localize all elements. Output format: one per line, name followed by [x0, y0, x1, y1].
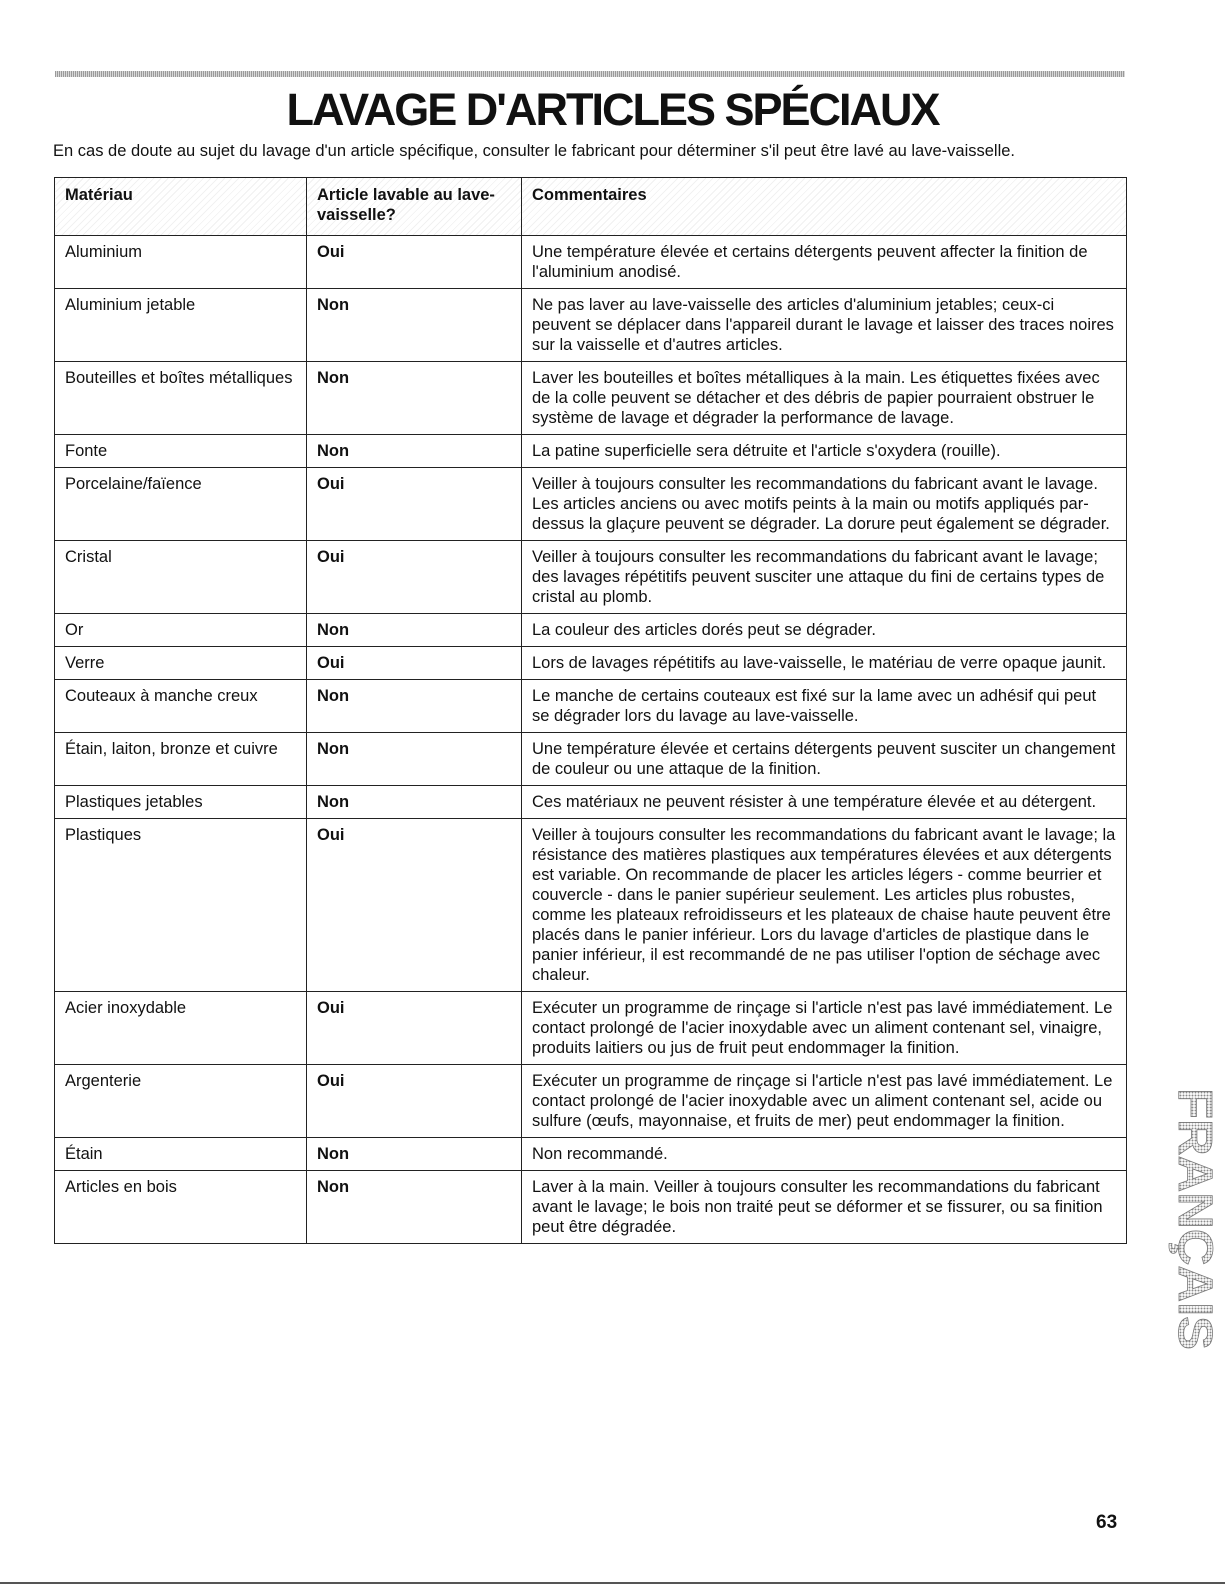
table-header-row [55, 178, 1127, 236]
comment-cell: Le manche de certains couteaux est fixé sur la lame avec un adhésif qui peut se dégrader lors du lavage au lave-vaisselle. [522, 680, 1127, 733]
material-cell: Argenterie [55, 1065, 307, 1138]
table-row [55, 733, 1127, 786]
table-body [55, 236, 1127, 1244]
header-comments: Commentaires [522, 178, 1127, 236]
comment-cell: La patine superficielle sera détruite et l'article s'oxydera (rouille). [522, 435, 1127, 468]
material-cell: Bouteilles et boîtes métalliques [55, 362, 307, 435]
material-cell: Or [55, 614, 307, 647]
dishwasher-safe-cell: Oui [307, 236, 522, 289]
table-row [55, 786, 1127, 819]
material-cell: Couteaux à manche creux [55, 680, 307, 733]
material-cell: Étain [55, 1138, 307, 1171]
special-items-table [54, 177, 1127, 1244]
table-row [55, 435, 1127, 468]
table-row [55, 541, 1127, 614]
material-cell: Plastiques [55, 819, 307, 992]
material-cell: Aluminium jetable [55, 289, 307, 362]
comment-cell: Veiller à toujours consulter les recommandations du fabricant avant le lavage; la résistance des matières plastiques aux températures élevées et aux détergents est variable. On recommande de placer les articles légers - comme beurrier et couvercle - dans le panier supérieur seulement. Les articles plus robustes, comme les plateaux refroidisseurs et les plateaux de chaise haute peuvent être placés dans le panier inférieur. Lors du lavage d'articles de plastique dans le panier inférieur, il est recommandé de ne pas utiliser l'option de séchage avec chaleur. [522, 819, 1127, 992]
material-cell: Fonte [55, 435, 307, 468]
material-cell: Plastiques jetables [55, 786, 307, 819]
comment-cell: Une température élevée et certains détergents peuvent affecter la finition de l'aluminium anodisé. [522, 236, 1127, 289]
table-row [55, 819, 1127, 992]
comment-cell: Exécuter un programme de rinçage si l'article n'est pas lavé immédiatement. Le contact prolongé de l'acier inoxydable avec un aliment contenant sel, vinaigre, produits laitiers ou jus de fruit peut endommager la finition. [522, 992, 1127, 1065]
table-row [55, 647, 1127, 680]
dishwasher-safe-cell: Non [307, 435, 522, 468]
dishwasher-safe-cell: Oui [307, 541, 522, 614]
comment-cell: Laver les bouteilles et boîtes métalliques à la main. Les étiquettes fixées avec de la colle peuvent se détacher et des débris de papier pourraient obstruer le système de lavage et dégrader la performance de lavage. [522, 362, 1127, 435]
table-row [55, 362, 1127, 435]
language-tab [1133, 1070, 1221, 1360]
material-cell: Articles en bois [55, 1171, 307, 1244]
page-number: 63 [1096, 1512, 1118, 1533]
dishwasher-safe-cell: Oui [307, 992, 522, 1065]
material-cell: Cristal [55, 541, 307, 614]
page-title: LAVAGE D'ARTICLES SPÉCIAUX [286, 84, 939, 135]
table-row [55, 680, 1127, 733]
dishwasher-safe-cell: Oui [307, 819, 522, 992]
intro-text: En cas de doute au sujet du lavage d'un article spécifique, consulter le fabricant pour déterminer s'il peut être lavé au lave-vaisselle. [53, 142, 1016, 160]
footer-rule [0, 1582, 1225, 1584]
comment-cell: Une température élevée et certains détergents peuvent susciter un changement de couleur ou une attaque de la finition. [522, 733, 1127, 786]
header-rule [55, 71, 1125, 77]
comment-cell: Non recommandé. [522, 1138, 1127, 1171]
comment-cell: Laver à la main. Veiller à toujours consulter les recommandations du fabricant avant le lavage; le bois non traité peut se déformer et se fissurer, ou sa finition peut être dégradée. [522, 1171, 1127, 1244]
table-row [55, 614, 1127, 647]
table-row [55, 468, 1127, 541]
comment-cell: Ces matériaux ne peuvent résister à une température élevée et au détergent. [522, 786, 1127, 819]
material-cell: Aluminium [55, 236, 307, 289]
dishwasher-safe-cell: Non [307, 289, 522, 362]
dishwasher-safe-cell: Non [307, 362, 522, 435]
material-cell: Verre [55, 647, 307, 680]
table-row [55, 992, 1127, 1065]
header-material: Matériau [55, 178, 307, 236]
comment-cell: Exécuter un programme de rinçage si l'article n'est pas lavé immédiatement. Le contact prolongé de l'acier inoxydable avec un aliment contenant sel, acide ou sulfure (œufs, mayonnaise, et fruits de mer) peut endommager la finition. [522, 1065, 1127, 1138]
material-cell: Porcelaine/faïence [55, 468, 307, 541]
table-row [55, 1065, 1127, 1138]
table-row [55, 289, 1127, 362]
table-row [55, 1171, 1127, 1244]
comment-cell: Ne pas laver au lave-vaisselle des articles d'aluminium jetables; ceux-ci peuvent se déplacer dans l'appareil durant le lavage et laisser des traces noires sur la vaisselle et d'autres articles. [522, 289, 1127, 362]
comment-cell: Lors de lavages répétitifs au lave-vaisselle, le matériau de verre opaque jaunit. [522, 647, 1127, 680]
table-row [55, 1138, 1127, 1171]
dishwasher-safe-cell: Non [307, 733, 522, 786]
dishwasher-safe-cell: Non [307, 786, 522, 819]
dishwasher-safe-cell: Oui [307, 1065, 522, 1138]
comment-cell: Veiller à toujours consulter les recommandations du fabricant avant le lavage. Les articles anciens ou avec motifs peints à la main ou motifs appliqués par-dessus la glaçure peuvent se dégrader. La dorure peut également se dégrader. [522, 468, 1127, 541]
language-tab-label: FRANÇAIS [1168, 1088, 1221, 1336]
dishwasher-safe-cell: Non [307, 1171, 522, 1244]
header-dishwasher-safe: Article lavable au lave-vaisselle? [307, 178, 522, 236]
table-row [55, 236, 1127, 289]
material-cell: Étain, laiton, bronze et cuivre [55, 733, 307, 786]
dishwasher-safe-cell: Non [307, 680, 522, 733]
dishwasher-safe-cell: Non [307, 614, 522, 647]
dishwasher-safe-cell: Oui [307, 468, 522, 541]
dishwasher-safe-cell: Non [307, 1138, 522, 1171]
comment-cell: Veiller à toujours consulter les recommandations du fabricant avant le lavage; des lavages répétitifs peuvent susciter une attaque du fini de certains types de cristal au plomb. [522, 541, 1127, 614]
comment-cell: La couleur des articles dorés peut se dégrader. [522, 614, 1127, 647]
dishwasher-safe-cell: Oui [307, 647, 522, 680]
material-cell: Acier inoxydable [55, 992, 307, 1065]
